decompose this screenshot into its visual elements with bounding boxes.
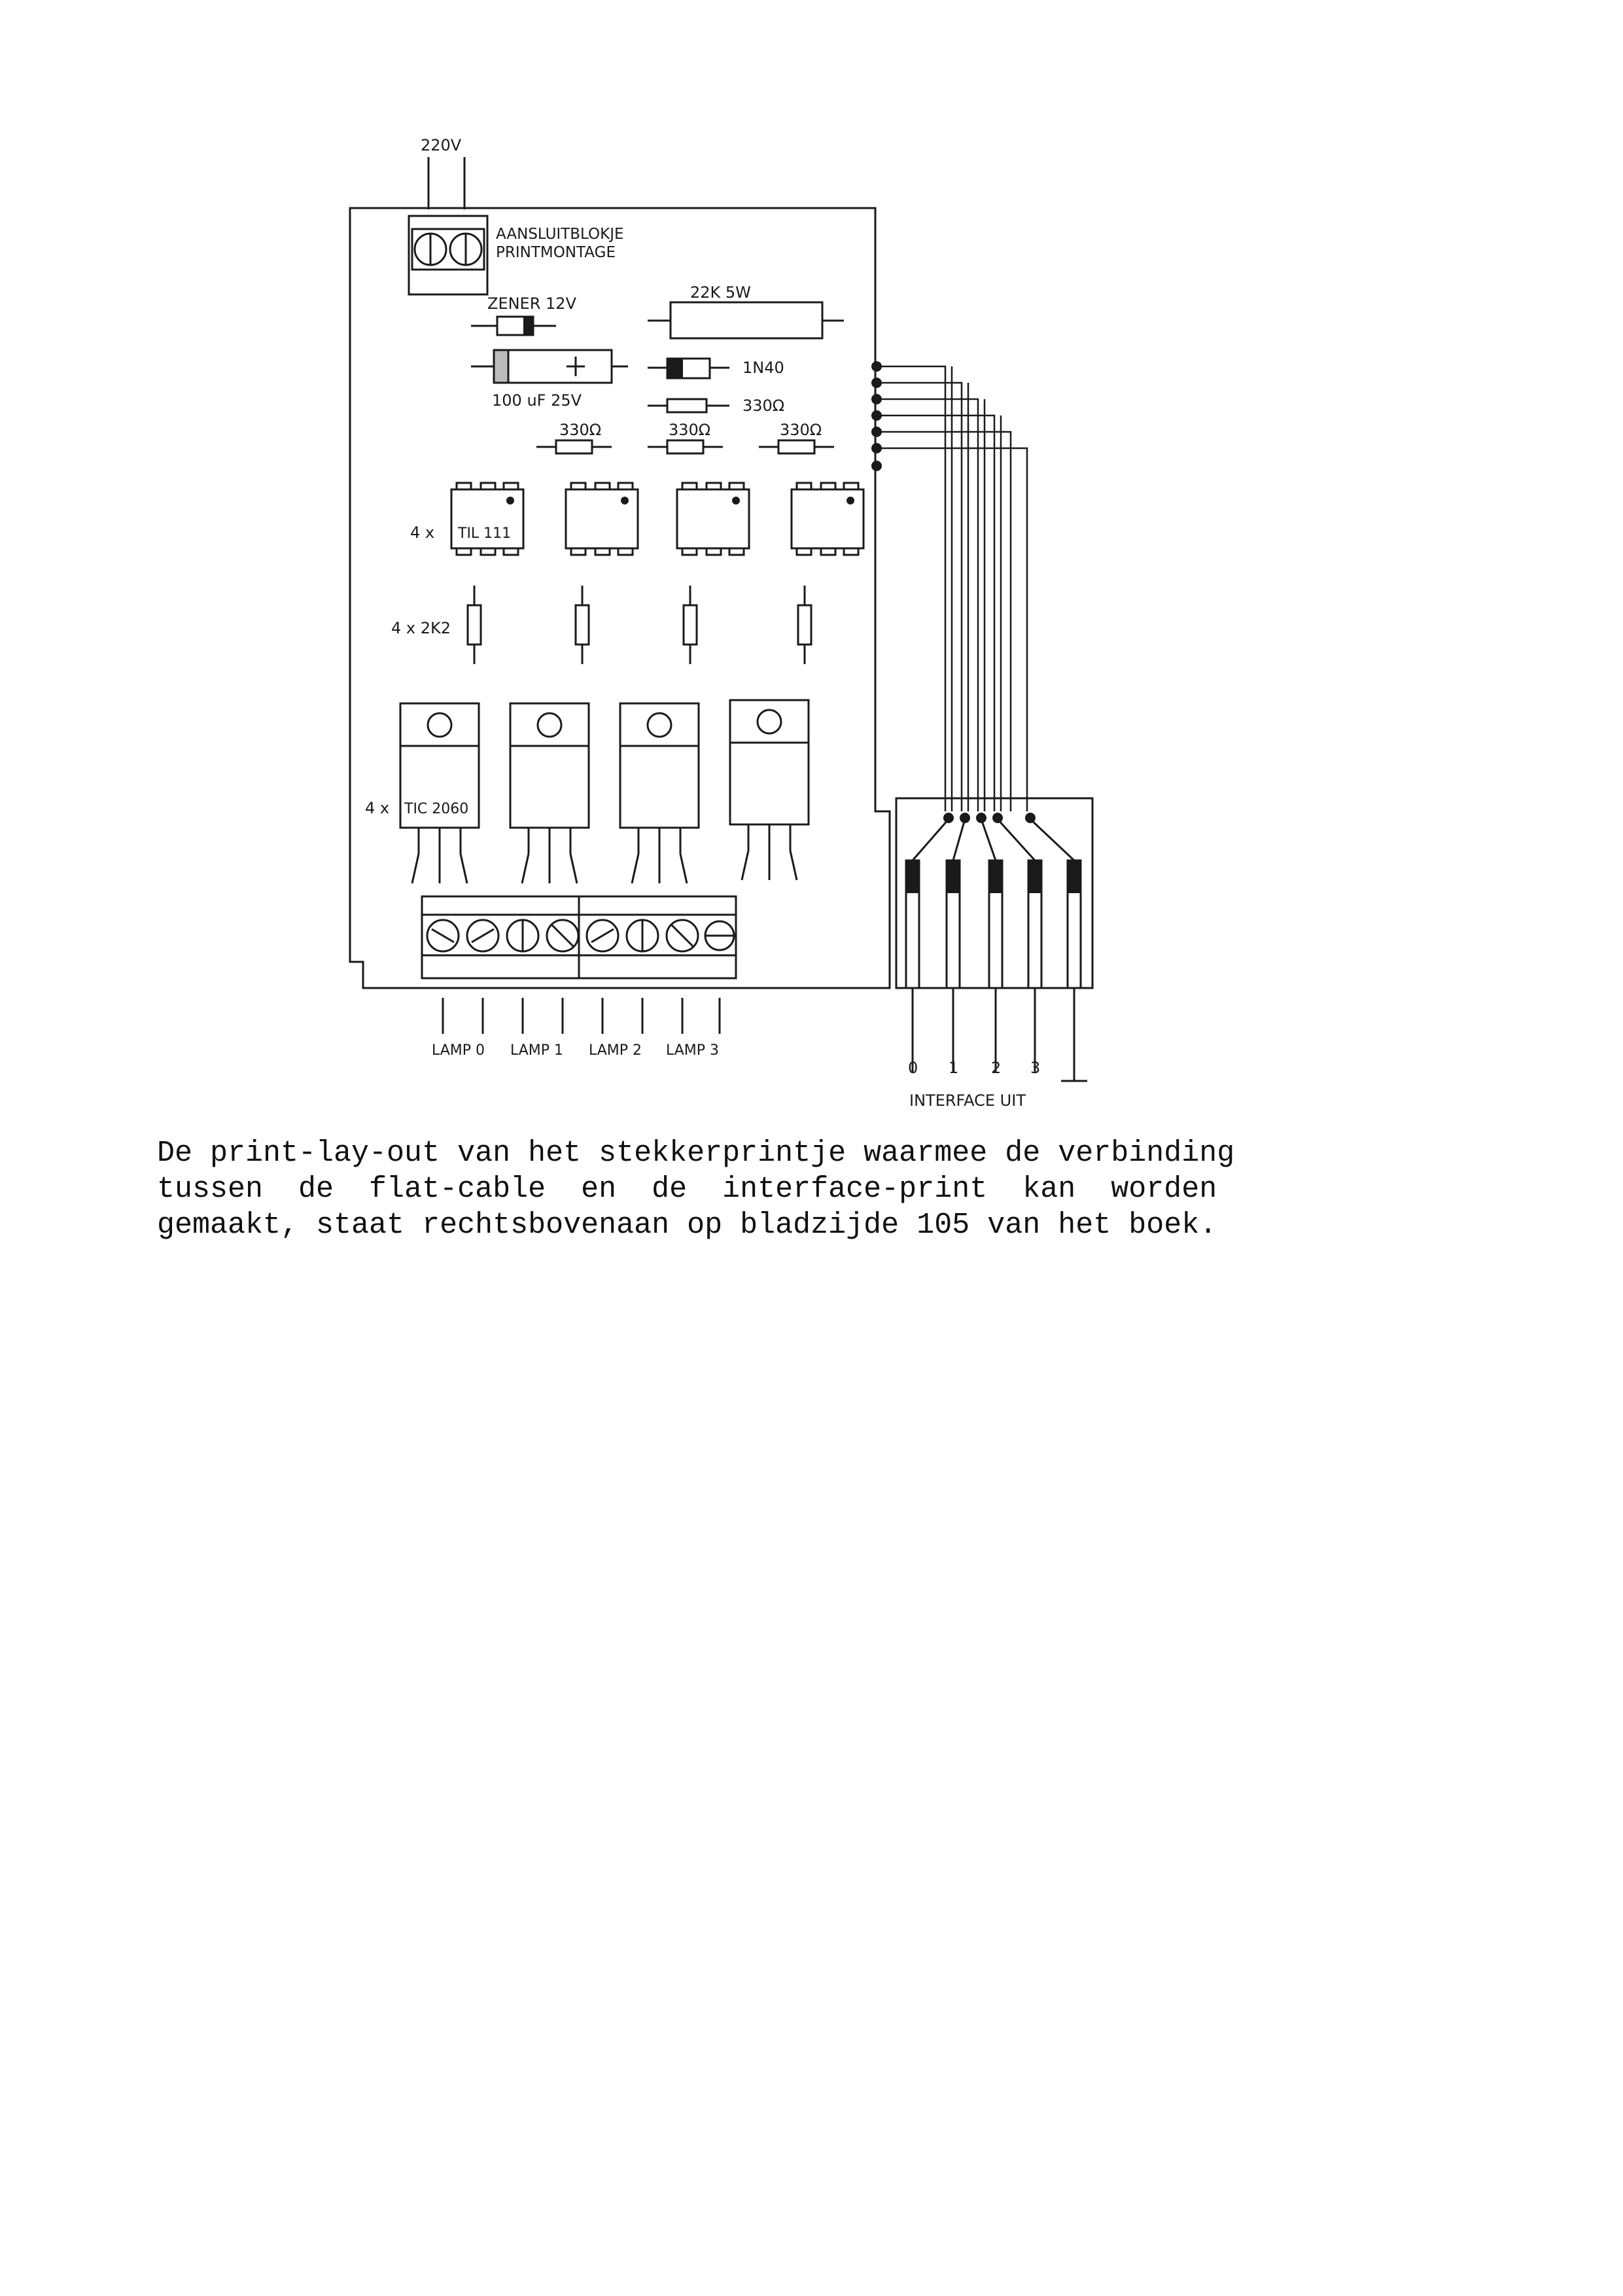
interface-connector — [896, 798, 1092, 1081]
resistor-330-c — [648, 440, 723, 453]
resistor-330-d — [759, 440, 834, 453]
resistor-2k2-4 — [798, 586, 811, 664]
terminal-block-label-2: PRINTMONTAGE — [496, 244, 616, 261]
resistor-2k2-1 — [468, 586, 481, 664]
pcb-outline — [350, 208, 890, 988]
triac-3 — [620, 703, 699, 883]
zener-diode — [471, 317, 556, 335]
interface-out-label: INTERFACE UIT — [909, 1091, 1026, 1110]
interface-pin3-label: 3 — [1030, 1059, 1041, 1077]
optocoupler-type-label: TIL 111 — [458, 525, 512, 542]
diode-label: 1N40 — [742, 359, 784, 377]
resistor-330-b-label: 330Ω — [559, 421, 602, 439]
triac-2 — [510, 703, 589, 883]
caption-line-3: gemaakt, staat rechtsbovenaan op bladzijde 105 van het boek. — [157, 1209, 1217, 1242]
lamp0-label: LAMP 0 — [432, 1042, 485, 1059]
power-resistor-label: 22K 5W — [690, 283, 751, 302]
optocoupler-4 — [792, 483, 864, 555]
triac-type-label: TIC 2060 — [404, 801, 469, 817]
mains-terminal-block — [409, 216, 487, 294]
caption-line-2: tussen de flat-cable en de interface-print kan worden — [157, 1173, 1217, 1206]
triac-4 — [730, 700, 809, 880]
resistor-330-b — [536, 440, 612, 453]
zener-label: ZENER 12V — [487, 294, 576, 313]
resistor-330-c-label: 330Ω — [669, 421, 711, 439]
diode-1n40 — [648, 359, 729, 378]
circuit-diagram — [0, 0, 1623, 1125]
interface-pin1-label: 1 — [949, 1059, 959, 1077]
resistor-330-a-label: 330Ω — [742, 397, 785, 415]
power-resistor — [648, 302, 844, 338]
optocoupler-3 — [677, 483, 749, 555]
terminal-block-label-1: AANSLUITBLOKJE — [496, 226, 624, 243]
optocoupler-2 — [566, 483, 638, 555]
optocoupler-1 — [451, 483, 523, 555]
triac-count-label: 4 x — [365, 799, 390, 817]
caption-paragraph — [157, 1135, 1400, 1243]
resistor-330-d-label: 330Ω — [780, 421, 822, 439]
triac-1 — [400, 703, 479, 883]
resistor-330-a — [648, 399, 729, 412]
resistor-2k2-3 — [684, 586, 697, 664]
mains-label: 220V — [421, 136, 462, 154]
resistor-2k2-2 — [576, 586, 589, 664]
lamp3-label: LAMP 3 — [666, 1042, 720, 1059]
interface-pin2-label: 2 — [991, 1059, 1002, 1077]
lamp-terminal-block — [422, 896, 736, 978]
optocoupler-count-label: 4 x — [410, 523, 435, 542]
lamp2-label: LAMP 2 — [589, 1042, 642, 1059]
interface-pin0-label: 0 — [908, 1059, 918, 1077]
lamp-leads — [443, 998, 720, 1034]
caption-line-1: De print-lay-out van het stekkerprintje waarmee de verbinding — [157, 1137, 1235, 1170]
capacitor-label: 100 uF 25V — [492, 391, 582, 410]
flat-cable — [880, 366, 1027, 811]
lamp1-label: LAMP 1 — [510, 1042, 564, 1059]
resistor-2k2-label: 4 x 2K2 — [391, 619, 451, 637]
capacitor — [471, 350, 628, 383]
